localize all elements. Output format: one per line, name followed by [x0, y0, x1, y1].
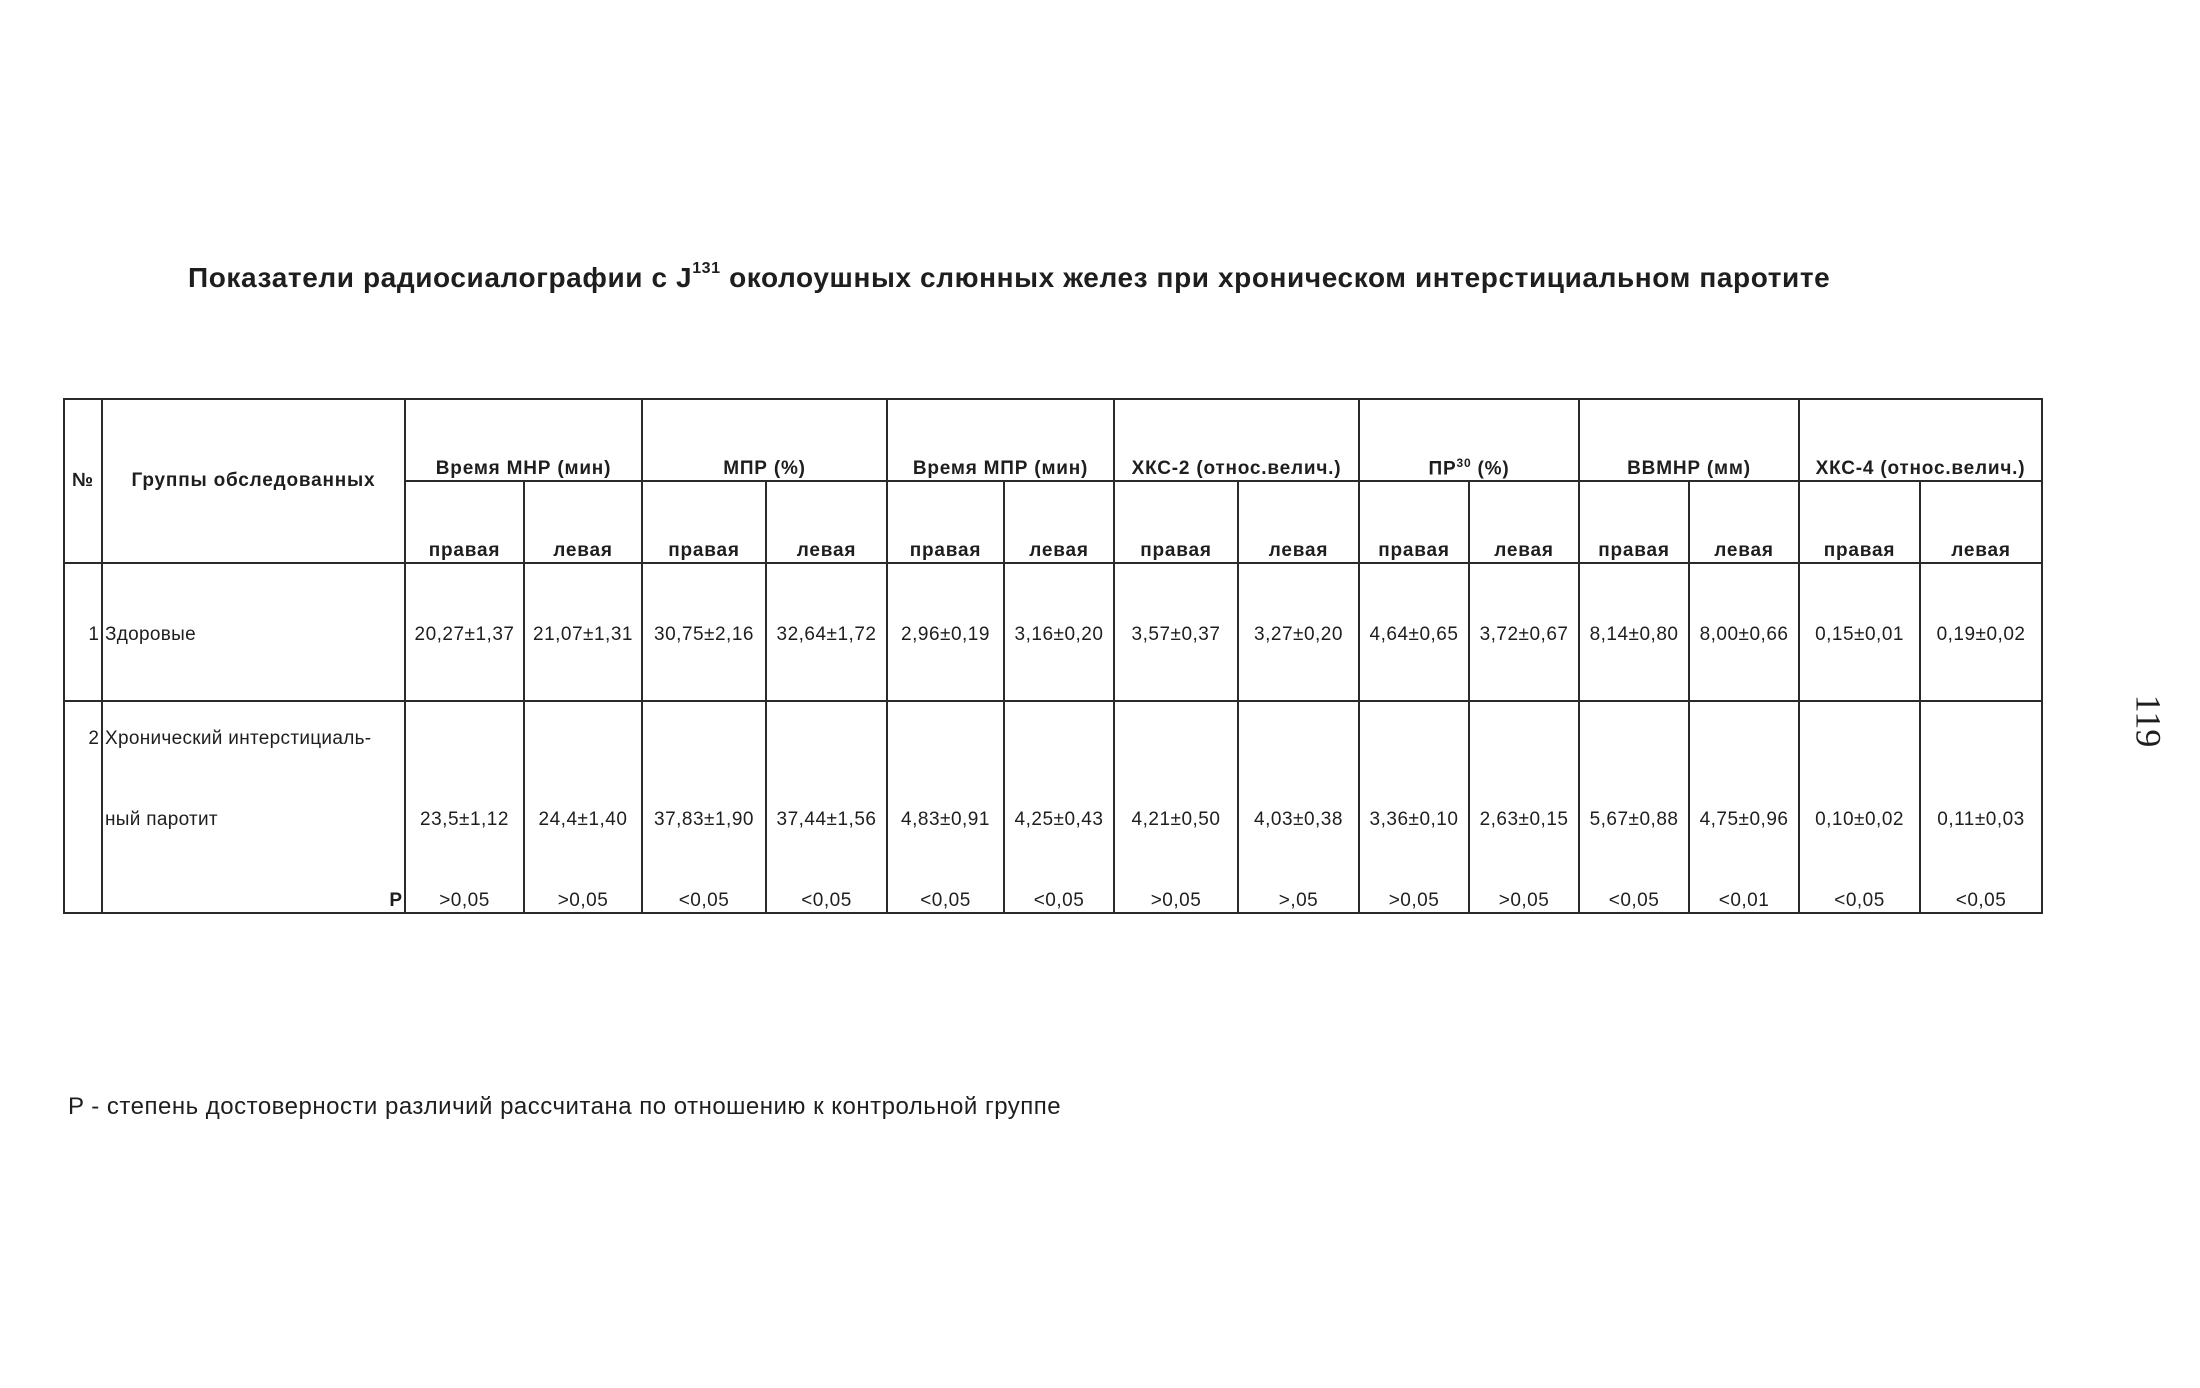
table-cell: >,05: [1238, 864, 1359, 913]
table-cell: 4,83±0,91: [887, 776, 1004, 864]
header-time-mnr: Время МНР (мин): [405, 399, 642, 481]
subheader-right: правая: [887, 481, 1004, 563]
subheader-left: левая: [1689, 481, 1799, 563]
table-cell: 0,11±0,03: [1920, 776, 2042, 864]
table-cell: <0,01: [1689, 864, 1799, 913]
table-cell: >0,05: [1469, 864, 1579, 913]
table-cell: <0,05: [1799, 864, 1920, 913]
table-cell: <0,05: [887, 864, 1004, 913]
table-cell: 4,21±0,50: [1114, 776, 1238, 864]
header-number: №: [64, 399, 102, 563]
table-cell: 20,27±1,37: [405, 563, 524, 701]
table-cell: 30,75±2,16: [642, 563, 766, 701]
table-cell: 3,72±0,67: [1469, 563, 1579, 701]
table-cell: >0,05: [524, 864, 642, 913]
table-header-row: [64, 399, 2042, 481]
subheader-left: левая: [766, 481, 887, 563]
table-cell: 21,07±1,31: [524, 563, 642, 701]
group-name: Здоровые: [102, 563, 405, 701]
page-number: 119: [2128, 694, 2169, 748]
subheader-left: левая: [1238, 481, 1359, 563]
table-cell: 3,16±0,20: [1004, 563, 1114, 701]
row-number: 2: [64, 701, 102, 776]
row-number: 1: [64, 563, 102, 701]
header-groups: Группы обследованных: [102, 399, 405, 563]
table-cell: 3,27±0,20: [1238, 563, 1359, 701]
page-title: Показатели радиосиалографии с $J^{131}$ околоушных слюнных желез при хроническом интерстициальном паротите: [188, 259, 1831, 293]
group-name-line1: Хронический интерстициаль-: [102, 701, 405, 776]
table-cell: 23,5±1,12: [405, 776, 524, 864]
subheader-left: левая: [1469, 481, 1579, 563]
table-cell: 4,25±0,43: [1004, 776, 1114, 864]
table-cell: 37,83±1,90: [642, 776, 766, 864]
table-row-healthy: [64, 563, 2042, 701]
table-cell: >0,05: [1114, 864, 1238, 913]
table-cell: 4,64±0,65: [1359, 563, 1469, 701]
table-row-p: [64, 864, 2042, 913]
header-vvmnr: ВВМНР (мм): [1579, 399, 1799, 481]
table-cell: 32,64±1,72: [766, 563, 887, 701]
table-cell: 8,14±0,80: [1579, 563, 1689, 701]
table-cell: 24,4±1,40: [524, 776, 642, 864]
table-cell: 0,15±0,01: [1799, 563, 1920, 701]
table-cell: 8,00±0,66: [1689, 563, 1799, 701]
table-cell: 2,63±0,15: [1469, 776, 1579, 864]
header-hks4: ХКС-4 (относ.велич.): [1799, 399, 2042, 481]
header-hks2: ХКС-2 (относ.велич.): [1114, 399, 1359, 481]
group-name-line2: ный паротит: [102, 776, 405, 864]
table-cell: 3,57±0,37: [1114, 563, 1238, 701]
table-cell: <0,05: [1004, 864, 1114, 913]
footnote: P - степень достоверности различий рассчитана по отношению к контрольной группе: [68, 1093, 1062, 1120]
subheader-right: правая: [1799, 481, 1920, 563]
table-row-chronic: [64, 776, 2042, 864]
table-cell: <0,05: [642, 864, 766, 913]
table-cell: 2,96±0,19: [887, 563, 1004, 701]
table-cell: >0,05: [405, 864, 524, 913]
subheader-left: левая: [1004, 481, 1114, 563]
subheader-right: правая: [405, 481, 524, 563]
table-cell: 4,03±0,38: [1238, 776, 1359, 864]
header-time-mpr: Время МПР (мин): [887, 399, 1114, 481]
p-label: P: [102, 864, 405, 913]
table-cell: <0,05: [1920, 864, 2042, 913]
subheader-left: левая: [524, 481, 642, 563]
data-table: [63, 398, 2043, 914]
table-cell: 5,67±0,88: [1579, 776, 1689, 864]
table-cell: >0,05: [1359, 864, 1469, 913]
table-cell: 37,44±1,56: [766, 776, 887, 864]
subheader-right: правая: [642, 481, 766, 563]
subheader-left: левая: [1920, 481, 2042, 563]
table-cell: 3,36±0,10: [1359, 776, 1469, 864]
table-cell: <0,05: [766, 864, 887, 913]
header-mpr: МПР (%): [642, 399, 887, 481]
table-cell: 4,75±0,96: [1689, 776, 1799, 864]
table-cell: 0,10±0,02: [1799, 776, 1920, 864]
table-row-chronic-label: [64, 701, 2042, 776]
header-pr30: ПР$^{30}$ (%): [1359, 399, 1579, 481]
subheader-right: правая: [1579, 481, 1689, 563]
table-cell: 0,19±0,02: [1920, 563, 2042, 701]
subheader-right: правая: [1114, 481, 1238, 563]
table-cell: <0,05: [1579, 864, 1689, 913]
subheader-right: правая: [1359, 481, 1469, 563]
